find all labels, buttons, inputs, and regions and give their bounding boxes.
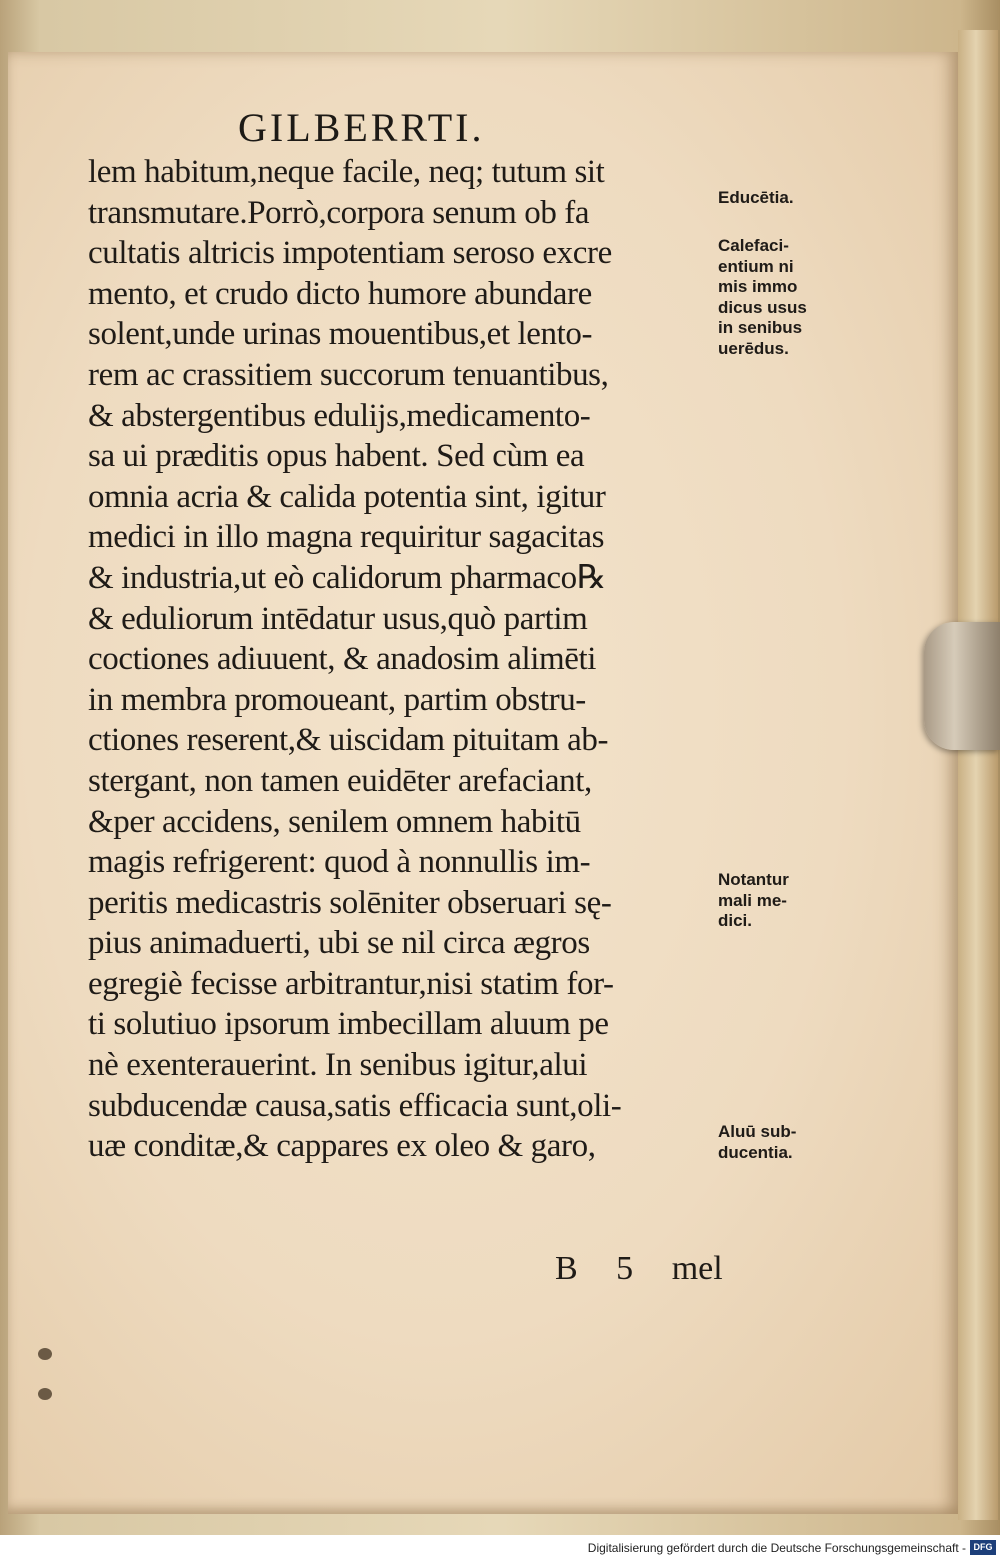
- signature-mark: B 5: [555, 1250, 634, 1287]
- main-text-block: [88, 152, 728, 1167]
- text-line: egregiè fecisse arbitrantur,nisi statim for-: [88, 965, 614, 1002]
- text-line: ti solutiuo ipsorum imbecillam aluum pe: [88, 1006, 609, 1043]
- text-line: subducendæ causa,satis efficacia sunt,oli-: [88, 1087, 622, 1124]
- dfg-logo-icon: DFG: [970, 1540, 996, 1555]
- text-line: stergant, non tamen euidēter arefaciant,: [88, 762, 592, 799]
- margin-note-educentia: [718, 188, 794, 209]
- margin-note-line: entium ni: [718, 256, 794, 276]
- text-line: cultatis altricis impotentiam seroso excre: [88, 235, 612, 272]
- margin-note-notantur: [718, 870, 789, 932]
- text-line: magis refrigerent: quod à nonnullis im-: [88, 844, 591, 881]
- catchword: mel: [671, 1250, 723, 1287]
- running-title: GILBERRTI.: [238, 105, 485, 150]
- margin-note-line: in senibus: [718, 318, 803, 337]
- margin-note-line: uerēdus.: [718, 338, 789, 358]
- text-line: in membra promoueant, partim obstru-: [88, 681, 586, 718]
- margin-note-aluum: [718, 1122, 796, 1163]
- text-line: mento, et crudo dicto humore abundare: [88, 275, 592, 312]
- binding-hole: [38, 1348, 52, 1360]
- text-line: &per accidens, senilem omnem habitū: [88, 803, 581, 840]
- margin-note-calefacientium: [718, 236, 807, 359]
- text-line: medici in illo magna requiritur sagacitas: [88, 519, 605, 556]
- binding-hole: [38, 1388, 52, 1400]
- clasp-strap: [924, 622, 1000, 750]
- text-line: & abstergentibus edulijs,medicamento-: [88, 397, 591, 434]
- text-line: nè exenterauerint. In senibus igitur,alui: [88, 1047, 588, 1084]
- text-line: rem ac crassitiem succorum tenuantibus,: [88, 356, 609, 393]
- text-line: lem habitum,neque facile, neq; tutum sit: [88, 154, 605, 190]
- margin-note-line: Aluū sub-: [718, 1122, 797, 1141]
- footer-bar: [0, 1535, 1000, 1561]
- text-line: & eduliorum intēdatur usus,quò partim: [88, 600, 588, 637]
- margin-note-line: Educētia.: [718, 188, 794, 207]
- margin-note-line: Calefaci-: [718, 236, 789, 255]
- text-line: coctiones adiuuent, & anadosim alimēti: [88, 641, 597, 678]
- margin-note-line: mali me-: [718, 890, 787, 910]
- text-line: pius animaduerti, ubi se nil circa ægros: [88, 925, 590, 962]
- margin-note-line: mis immo: [718, 277, 798, 296]
- text-line: uæ conditæ,& cappares ex oleo & garo,: [88, 1128, 596, 1165]
- fore-edge: [958, 30, 998, 1520]
- margin-note-line: Notantur: [718, 870, 789, 889]
- margin-note-line: dicus usus: [718, 297, 807, 317]
- margin-note-line: dici.: [718, 911, 753, 930]
- text-line: ctiones reserent,& uiscidam pituitam ab-: [88, 722, 609, 759]
- footer-credit: Digitalisierung gefördert durch die Deutsche Forschungsgemeinschaft -: [587, 1541, 966, 1555]
- text-line: solent,unde urinas mouentibus,et lento-: [88, 316, 593, 353]
- text-line: transmutare.Porrò,corpora senum ob fa: [88, 194, 590, 231]
- signature-line: [555, 1250, 723, 1288]
- text-line: omnia acria & calida potentia sint, igitur: [88, 478, 606, 515]
- margin-note-line: ducentia.: [718, 1142, 793, 1162]
- text-line: sa ui præditis opus habent. Sed cùm ea: [88, 438, 585, 475]
- text-line: peritis medicastris solēniter obseruari sę-: [88, 884, 612, 921]
- text-line: & industria,ut eò calidorum pharmaco℞: [88, 559, 606, 596]
